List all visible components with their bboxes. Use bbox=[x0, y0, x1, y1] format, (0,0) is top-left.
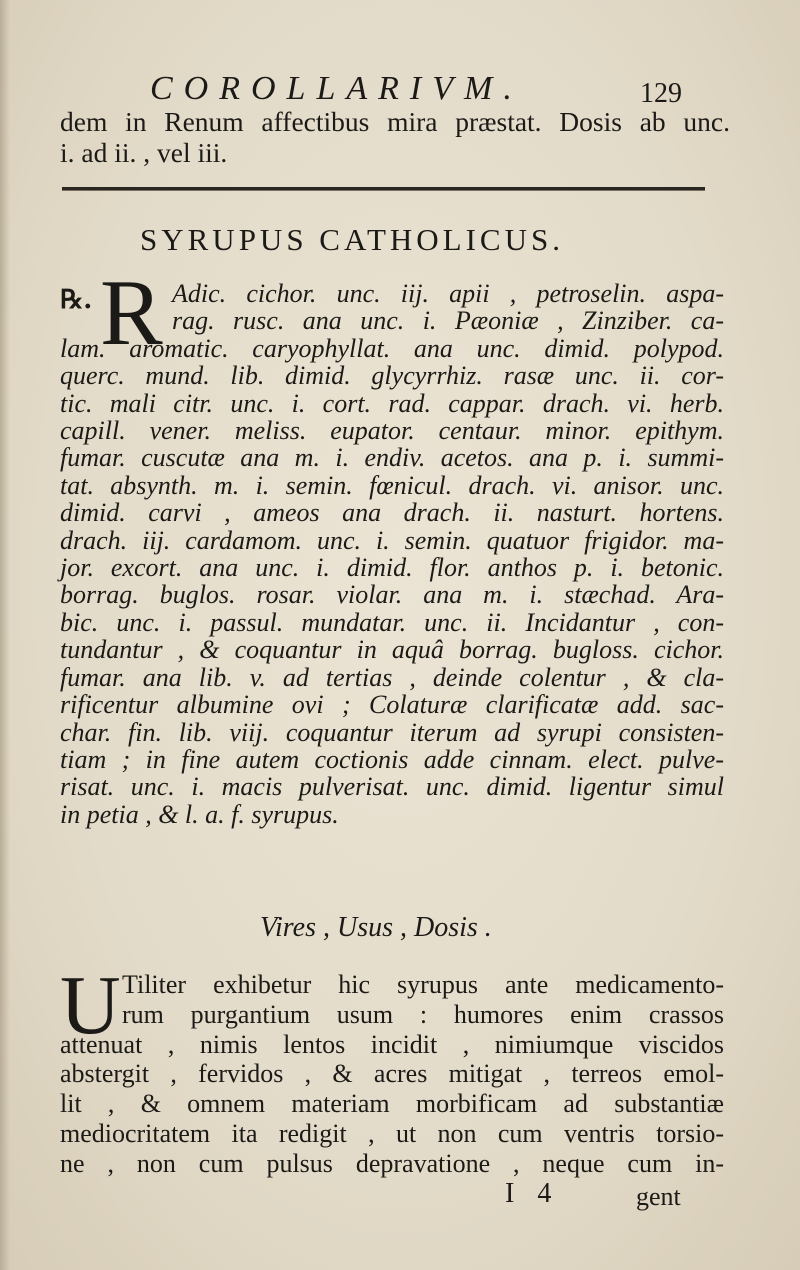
text-line: lam. aromatic. caryophyllat. ana unc. dimid. polypod. bbox=[60, 333, 724, 363]
text-line: rag. rusc. ana unc. i. Pæoniæ , Zinziber. ca- bbox=[172, 306, 724, 336]
text-line: capill. vener. meliss. eupator. centaur. minor. epithym. bbox=[60, 416, 724, 446]
text-line: char. fin. lib. viij. coquantur iterum ad syrupi consisten- bbox=[60, 717, 724, 747]
text-line: lit , & omnem materiam morbificam ad substantiæ bbox=[60, 1089, 724, 1119]
text-line: drach. iij. cardamom. unc. i. semin. quatuor frigidor. ma- bbox=[60, 525, 724, 555]
text-line: Adic. cichor. unc. iij. apii , petroselin. aspa- bbox=[172, 279, 724, 308]
recipe-symbol: ℞. bbox=[60, 285, 93, 315]
text-line: tic. mali citr. unc. i. cort. rad. cappar. drach. vi. herb. bbox=[60, 388, 724, 418]
continuation-text bbox=[60, 106, 730, 168]
section-divider-rule bbox=[62, 187, 705, 191]
text-line: tundantur , & coquantur in aquâ borrag. bugloss. cichor. bbox=[60, 635, 724, 665]
section-title: SYRUPUS CATHOLICUS. bbox=[140, 222, 564, 257]
drop-cap: R bbox=[100, 261, 163, 365]
running-head: COROLLARIVM. bbox=[150, 70, 523, 107]
text-line: ne , non cum pulsus depravatione , neque cum in- bbox=[60, 1148, 724, 1178]
drop-cap: U bbox=[60, 959, 121, 1052]
page-gutter-shadow bbox=[0, 0, 10, 1270]
text-line: tat. absynth. m. i. semin. fœnicul. drach. vi. anisor. unc. bbox=[60, 470, 724, 500]
catchword: gent bbox=[636, 1182, 681, 1211]
text-line: jor. excort. ana unc. i. dimid. flor. anthos p. i. betonic. bbox=[60, 553, 724, 583]
text-line: dimid. carvi , ameos ana drach. ii. nasturt. hortens. bbox=[60, 498, 724, 528]
body-text bbox=[60, 959, 724, 1179]
text-line: fumar. cuscutæ ana m. i. endiv. acetos. ana p. i. summi- bbox=[60, 443, 724, 473]
text-line: rum purgantium usum : humores enim crassos bbox=[122, 999, 724, 1029]
text-line: Tiliter exhibetur hic syrupus ante medicamento- bbox=[122, 970, 724, 999]
subsection-heading: Vires , Usus , Dosis . bbox=[260, 912, 492, 943]
text-line: mediocritatem ita redigit , ut non cum ventris torsio- bbox=[60, 1118, 724, 1148]
text-line: tiam ; in fine autem coctionis adde cinnam. elect. pulve- bbox=[60, 744, 724, 774]
text-line: in petia , & l. a. f. syrupus. bbox=[60, 799, 339, 829]
signature-mark: I 4 bbox=[505, 1178, 560, 1209]
text-line: dem in Renum affectibus mira præstat. Dosis ab unc. bbox=[60, 106, 730, 137]
text-line: abstergit , fervidos , & acres mitigat , terreos emol- bbox=[60, 1059, 724, 1089]
text-line: fumar. ana lib. v. ad tertias , deinde colentur , & cla- bbox=[60, 662, 724, 692]
page-number: 129 bbox=[640, 78, 682, 109]
text-line: bic. unc. i. passul. mundatar. unc. ii. Incidantur , con- bbox=[60, 607, 724, 637]
text-line: rificentur albumine ovi ; Colaturæ clarificatæ add. sac- bbox=[60, 690, 724, 720]
recipe-text bbox=[60, 280, 724, 828]
text-line: borrag. buglos. rosar. violar. ana m. i. stæchad. Ara- bbox=[60, 580, 724, 610]
text-line: risat. unc. i. macis pulverisat. unc. dimid. ligentur simul bbox=[60, 772, 724, 802]
text-line: querc. mund. lib. dimid. glycyrrhiz. rasæ unc. ii. cor- bbox=[60, 361, 724, 391]
text-line: i. ad ii. , vel iii. bbox=[60, 137, 228, 168]
text-line: attenuat , nimis lentos incidit , nimiumque viscidos bbox=[60, 1029, 724, 1059]
